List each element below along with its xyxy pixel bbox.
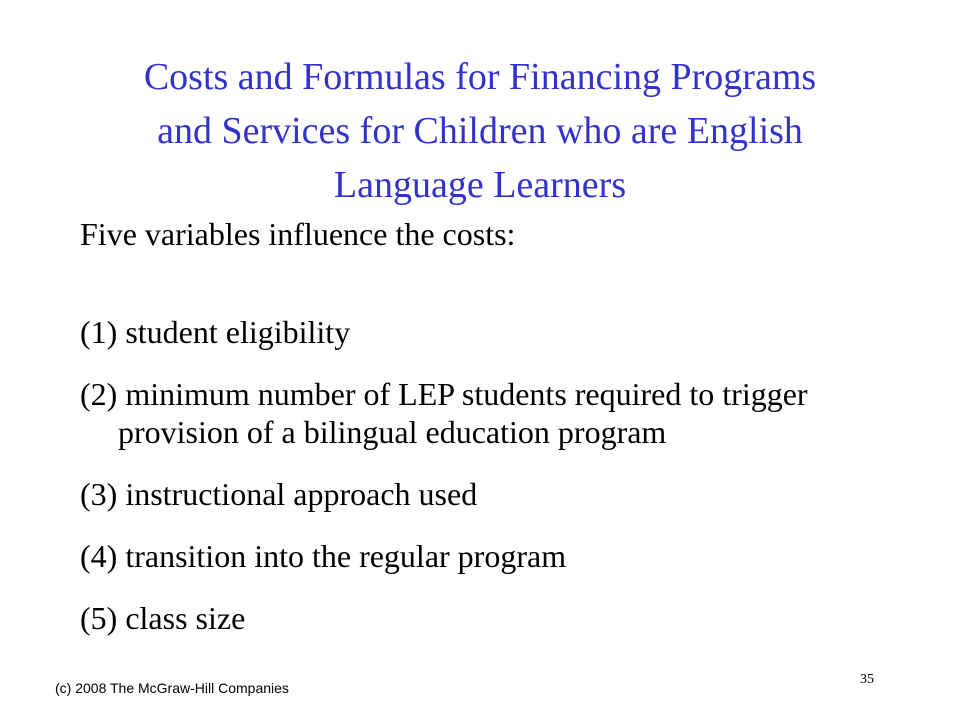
- variable-list: [80, 313, 900, 637]
- list-item: [80, 599, 900, 637]
- item-text: minimum number of LEP students required to trigger provision of a bilingual education program: [118, 376, 808, 450]
- title-line: Language Learners: [333, 164, 627, 206]
- item-text: class size: [125, 600, 246, 636]
- title-line: Costs and Formulas for Financing Programs: [143, 56, 817, 98]
- item-number: (1): [80, 314, 118, 350]
- slide-body: [80, 215, 900, 661]
- list-item: [80, 537, 900, 575]
- slide-title: [60, 50, 900, 212]
- list-item: [80, 375, 900, 451]
- list-item: [80, 475, 900, 513]
- item-text: transition into the regular program: [125, 538, 567, 574]
- item-number: (3): [80, 476, 118, 512]
- item-number: (5): [80, 600, 118, 636]
- item-number: (2): [80, 376, 118, 412]
- page-number: 35: [860, 672, 874, 687]
- intro-text: Five variables influence the costs:: [80, 216, 516, 252]
- title-line: and Services for Children who are English: [157, 110, 803, 152]
- item-text: instructional approach used: [125, 476, 478, 512]
- copyright-footer: (c) 2008 The McGraw-Hill Companies: [55, 680, 289, 696]
- item-number: (4): [80, 538, 118, 574]
- item-text: student eligibility: [125, 314, 351, 350]
- list-item: [80, 313, 900, 351]
